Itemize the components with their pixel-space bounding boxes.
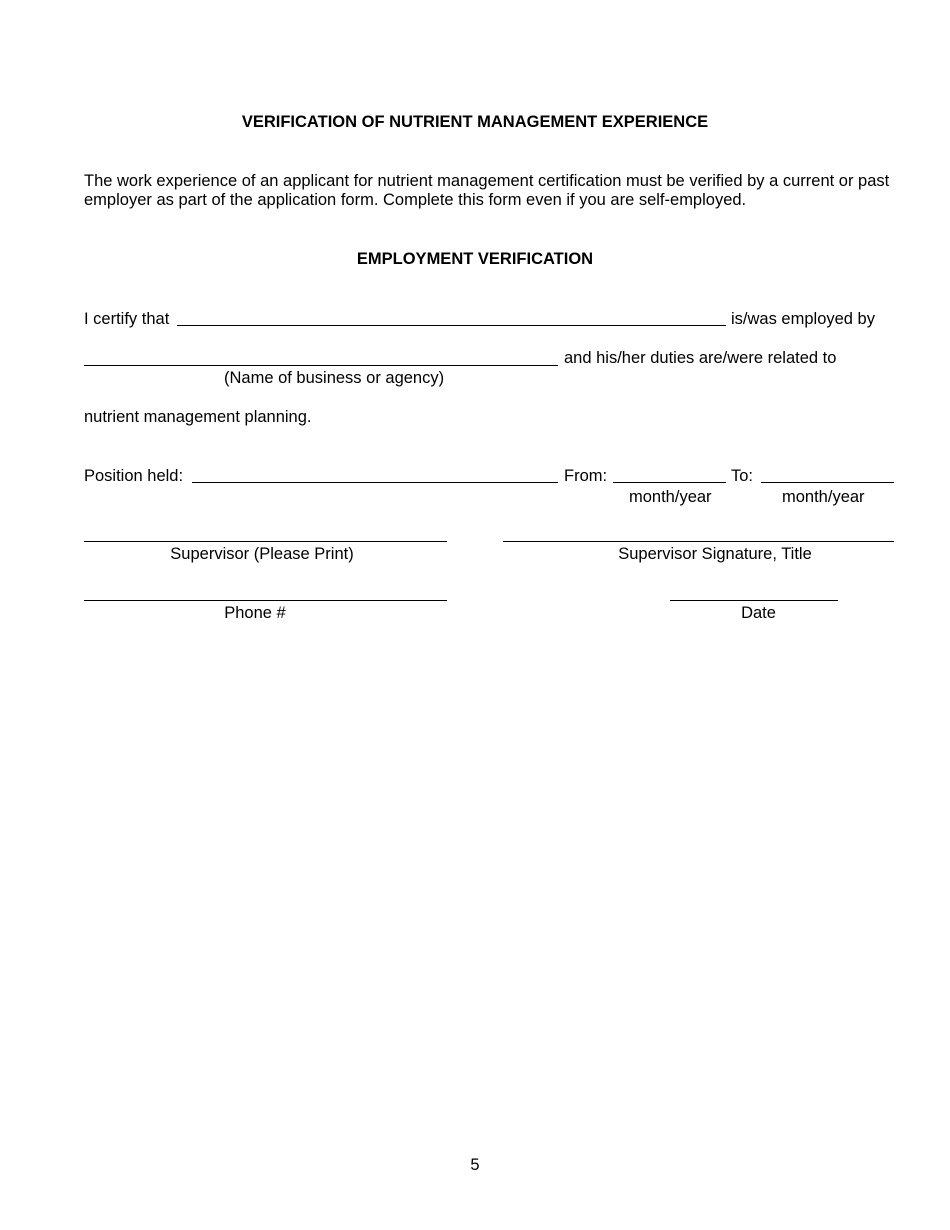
- position-field[interactable]: [192, 461, 558, 483]
- position-line: [192, 482, 558, 483]
- to-caption: month/year: [782, 488, 865, 506]
- supervisor-signature-caption: Supervisor Signature, Title: [618, 545, 812, 563]
- certify-prefix: I certify that: [84, 310, 170, 328]
- continuation-text: nutrient management planning.: [84, 408, 312, 426]
- from-label: From:: [564, 467, 608, 485]
- page-number: 5: [470, 1156, 480, 1174]
- supervisor-print-field[interactable]: [84, 520, 447, 542]
- business-name-field[interactable]: [84, 344, 558, 366]
- employee-name-field[interactable]: [177, 304, 726, 326]
- supervisor-signature-line: [503, 541, 894, 542]
- phone-line: [84, 600, 447, 601]
- to-date-field[interactable]: [761, 461, 894, 483]
- phone-caption: Phone #: [224, 604, 286, 622]
- date-line: [670, 600, 838, 601]
- date-field[interactable]: [670, 579, 838, 601]
- duties-text: and his/her duties are/were related to: [564, 349, 837, 367]
- supervisor-print-line: [84, 541, 447, 542]
- from-caption: month/year: [629, 488, 712, 506]
- phone-field[interactable]: [84, 579, 447, 601]
- supervisor-signature-field[interactable]: [503, 520, 894, 542]
- to-label: To:: [731, 467, 754, 485]
- to-date-line: [761, 482, 894, 483]
- employee-name-line: [177, 325, 726, 326]
- section-title: EMPLOYMENT VERIFICATION: [356, 250, 594, 268]
- date-caption: Date: [741, 604, 776, 622]
- from-date-field[interactable]: [613, 461, 726, 483]
- certify-suffix: is/was employed by: [731, 310, 875, 328]
- document-title: VERIFICATION OF NUTRIENT MANAGEMENT EXPERIENCE: [241, 113, 709, 131]
- supervisor-print-caption: Supervisor (Please Print): [170, 545, 354, 563]
- position-label: Position held:: [84, 467, 184, 485]
- intro-paragraph: The work experience of an applicant for nutrient management certification must be verified by a current or past employer as part of the application form. Complete this form even if you are self-employed.: [84, 172, 890, 209]
- from-date-line: [613, 482, 726, 483]
- business-name-line: [84, 365, 558, 366]
- business-caption: (Name of business or agency): [224, 369, 445, 387]
